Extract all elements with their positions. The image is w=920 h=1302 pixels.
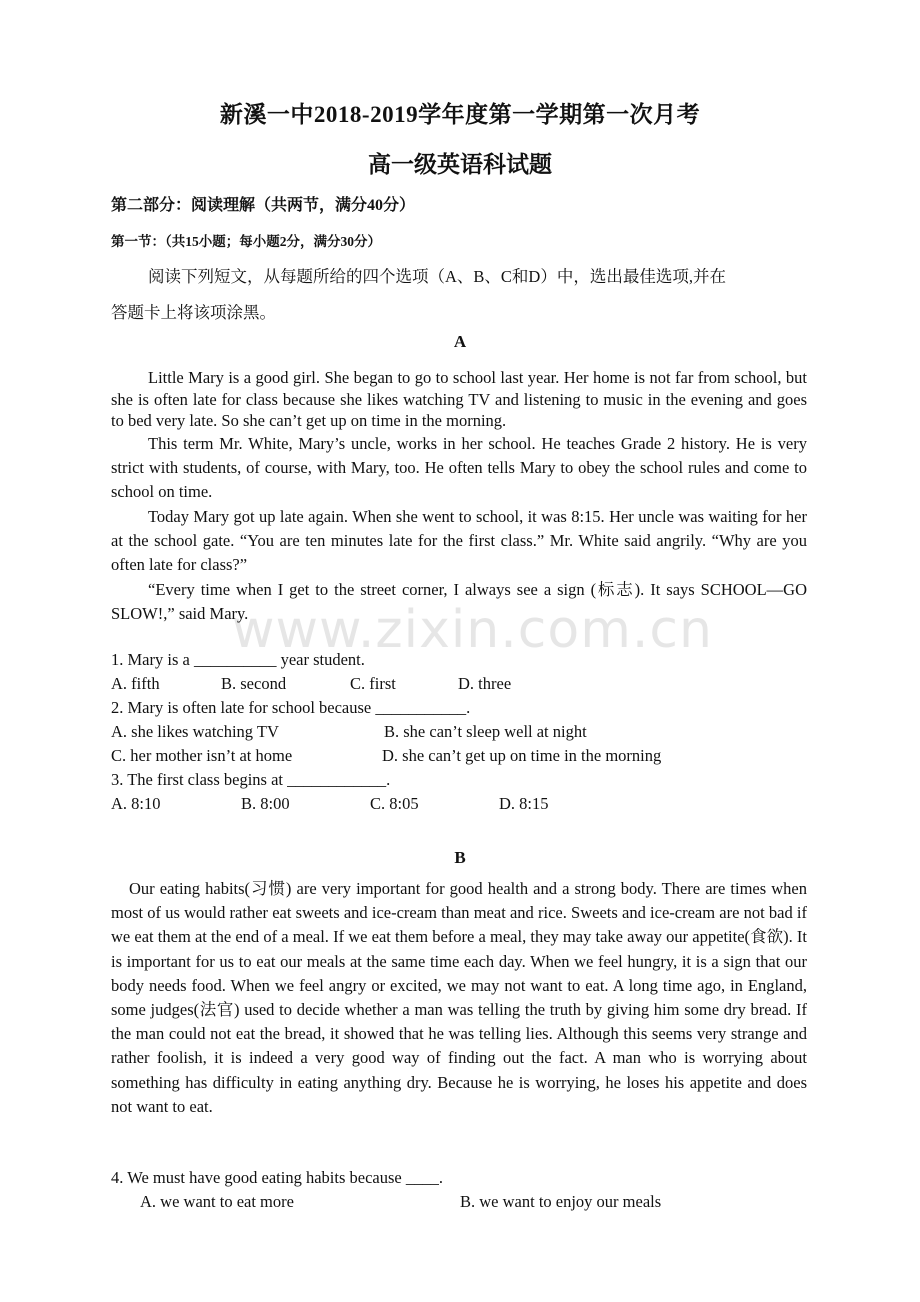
answer-option: D. three — [458, 674, 512, 693]
passage-a-paragraph: Little Mary is a good girl. She began to go to school last year. Her home is not far from school, but she is often late for class because she likes watching TV and listening to music in the evening and goes to bed very late. So she can’t get up on time in the morning. — [111, 368, 807, 430]
answer-option: B. second — [221, 674, 287, 693]
answer-option: B. 8:00 — [241, 794, 290, 813]
answer-option: D. she can’t get up on time in the morning — [382, 746, 662, 765]
question-stem: 2. Mary is often late for school because ___________. — [111, 698, 471, 717]
passage-a-letter: A — [453, 332, 467, 351]
exam-title: 新溪一中2018-2019学年度第一学期第一次月考 — [219, 102, 701, 127]
question-stem: 4. We must have good eating habits because ____. — [111, 1168, 443, 1187]
answer-option: C. her mother isn’t at home — [111, 746, 293, 765]
answer-option: A. 8:10 — [111, 794, 161, 813]
answer-option: A. we want to eat more — [140, 1192, 294, 1211]
answer-option: C. first — [350, 674, 396, 693]
passage-a-paragraph: Today Mary got up late again. When she went to school, it was 8:15. Her uncle was waiting for her at the school gate. “You are ten minutes late for the first class.” Mr. White said angrily. “Why are you often late for class?” — [111, 507, 807, 574]
question-stem: 1. Mary is a __________ year student. — [111, 650, 365, 669]
answer-option: A. fifth — [111, 674, 160, 693]
answer-option: B. she can’t sleep well at night — [384, 722, 587, 741]
exam-subtitle: 高一级英语科试题 — [368, 152, 552, 177]
answer-option: C. 8:05 — [370, 794, 419, 813]
answer-option: B. we want to enjoy our meals — [460, 1192, 662, 1211]
answer-option: D. 8:15 — [499, 794, 549, 813]
instruction-line-1: 阅读下列短文，从每题所给的四个选项（A、B、C和D）中，选出最佳选项,并在 — [148, 267, 726, 286]
passage-b-paragraph: Our eating habits(习惯) are very important for good health and a strong body. There are times when most of us would rather eat sweets and ice-cream than meat and rice. Sweets and ice-cream are not bad if we eat them at the end of a meal. If we eat them before a meal, they may take away our appetite(食欲). It is important for us to eat our meals at the same time each day. When we feel hungry, it is a sign that our body needs food. When we feel angry or excited, we may not want to eat. A long time ago, in England, some judges(法官) used to decide whether a man was telling the truth by giving him some dry bread. If the man could not eat the bread, it showed that he was telling lies. Although this seems very strange and rather foolish, it is indeed a very good way of finding out the fact. A man who is worrying about something has difficulty in eating anything dry. Because he is worrying, he loses his appetite and does not want to eat. — [111, 879, 807, 1116]
question-stem: 3. The first class begins at ____________. — [111, 770, 391, 789]
answer-option: A. she likes watching TV — [111, 722, 279, 741]
part-heading: 第二部分：阅读理解（共两节，满分40分） — [111, 197, 416, 214]
passage-b-letter: B — [454, 848, 466, 867]
instruction-line-2: 答题卡上将该项涂黑。 — [111, 303, 276, 322]
watermark: www.zixin.com.cn — [232, 600, 713, 660]
section-heading: 第一节：（共15小题；每小题2分，满分30分） — [111, 234, 381, 249]
passage-a-paragraph: “Every time when I get to the street corner, I always see a sign (标志). It says SCHOOL—GO SLOW!,” said Mary. — [111, 580, 807, 623]
passage-a-paragraph: This term Mr. White, Mary’s uncle, works in her school. He teaches Grade 2 history. He is very strict with students, of course, with Mary, too. He often tells Mary to obey the school rules and come to school on time. — [111, 434, 807, 501]
